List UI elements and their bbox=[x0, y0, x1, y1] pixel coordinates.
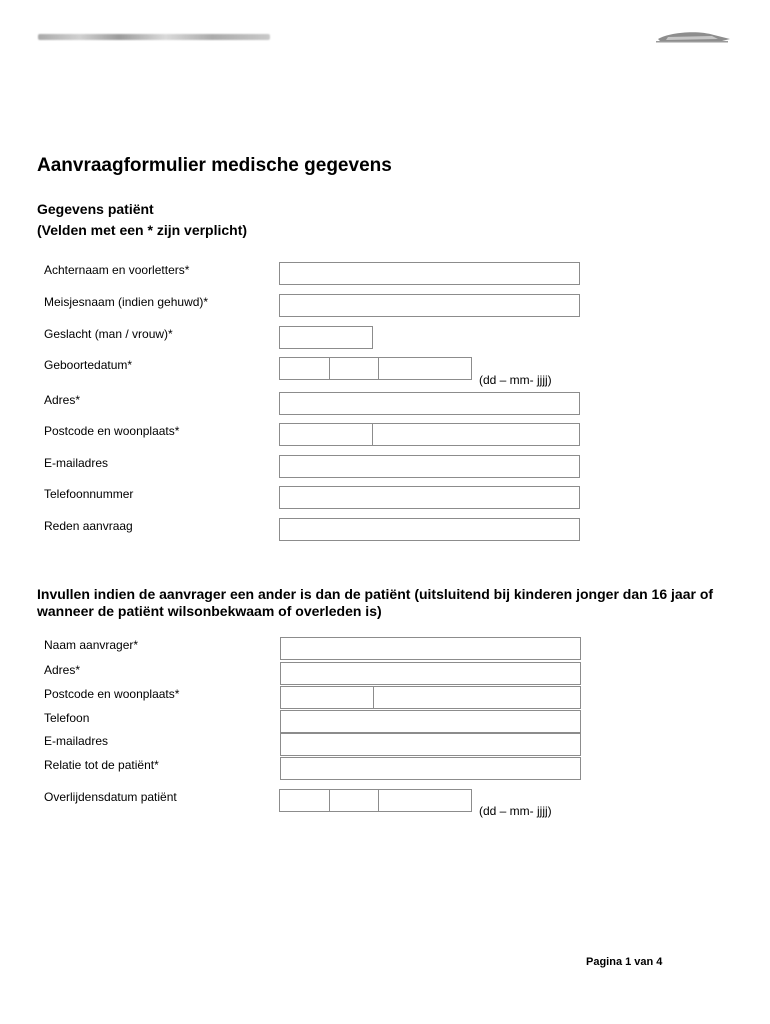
input-requester-city[interactable] bbox=[374, 687, 580, 708]
input-birth-month[interactable] bbox=[330, 358, 379, 379]
label-reason: Reden aanvraag bbox=[44, 519, 133, 533]
label-phone: Telefoonnummer bbox=[44, 487, 134, 501]
input-death-day[interactable] bbox=[280, 790, 330, 811]
input-gender[interactable] bbox=[279, 326, 373, 349]
input-requester-name[interactable] bbox=[280, 637, 581, 660]
section-patient-subheading: (Velden met een * zijn verplicht) bbox=[37, 222, 248, 238]
label-requester-address: Adres* bbox=[44, 663, 81, 677]
label-requester-name: Naam aanvrager* bbox=[44, 638, 139, 652]
section-requester-heading: Invullen indien de aanvrager een ander is dan de patiënt (uitsluitend bij kinderen jonger dan 16 jaar of wanneer de patiënt wilsonbekwaam of overleden is) bbox=[37, 586, 714, 619]
header-banner-blurred bbox=[38, 34, 270, 40]
input-email[interactable] bbox=[279, 455, 580, 478]
label-address: Adres* bbox=[44, 393, 81, 407]
input-reason[interactable] bbox=[279, 518, 580, 541]
input-requester-postcode[interactable] bbox=[281, 687, 374, 708]
label-email: E-mailadres bbox=[44, 456, 109, 470]
input-death-month[interactable] bbox=[330, 790, 379, 811]
logo-icon bbox=[652, 26, 734, 46]
section-patient-heading: Gegevens patiënt bbox=[37, 201, 154, 217]
label-gender: Geslacht (man / vrouw)* bbox=[44, 327, 173, 341]
label-death-date: Overlijdensdatum patiënt bbox=[44, 790, 177, 804]
death-date-format-hint: (dd – mm- jjjj) bbox=[479, 804, 552, 818]
label-requester-relation: Relatie tot de patiënt* bbox=[44, 758, 159, 772]
input-requester-email[interactable] bbox=[280, 733, 581, 756]
birth-date-group bbox=[279, 357, 472, 380]
input-address[interactable] bbox=[279, 392, 580, 415]
label-name: Achternaam en voorletters* bbox=[44, 263, 190, 277]
input-birth-day[interactable] bbox=[280, 358, 330, 379]
postal-group bbox=[279, 423, 580, 446]
input-city[interactable] bbox=[373, 424, 579, 445]
label-requester-email: E-mailadres bbox=[44, 734, 109, 748]
input-requester-address[interactable] bbox=[280, 662, 581, 685]
death-date-group bbox=[279, 789, 472, 812]
label-requester-phone: Telefoon bbox=[44, 711, 90, 725]
input-requester-relation[interactable] bbox=[280, 757, 581, 780]
label-requester-postal: Postcode en woonplaats* bbox=[44, 687, 180, 701]
page-number: Pagina 1 van 4 bbox=[586, 956, 663, 968]
birth-date-format-hint: (dd – mm- jjjj) bbox=[479, 373, 552, 387]
input-death-year[interactable] bbox=[379, 790, 471, 811]
label-birth-date: Geboortedatum* bbox=[44, 358, 133, 372]
form-title: Aanvraagformulier medische gegevens bbox=[37, 155, 392, 176]
input-birth-year[interactable] bbox=[379, 358, 471, 379]
input-name[interactable] bbox=[279, 262, 580, 285]
input-maiden-name[interactable] bbox=[279, 294, 580, 317]
label-postal: Postcode en woonplaats* bbox=[44, 424, 180, 438]
requester-postal-group bbox=[280, 686, 581, 709]
input-phone[interactable] bbox=[279, 486, 580, 509]
label-maiden-name: Meisjesnaam (indien gehuwd)* bbox=[44, 295, 209, 309]
input-postcode[interactable] bbox=[280, 424, 373, 445]
input-requester-phone[interactable] bbox=[280, 710, 581, 733]
